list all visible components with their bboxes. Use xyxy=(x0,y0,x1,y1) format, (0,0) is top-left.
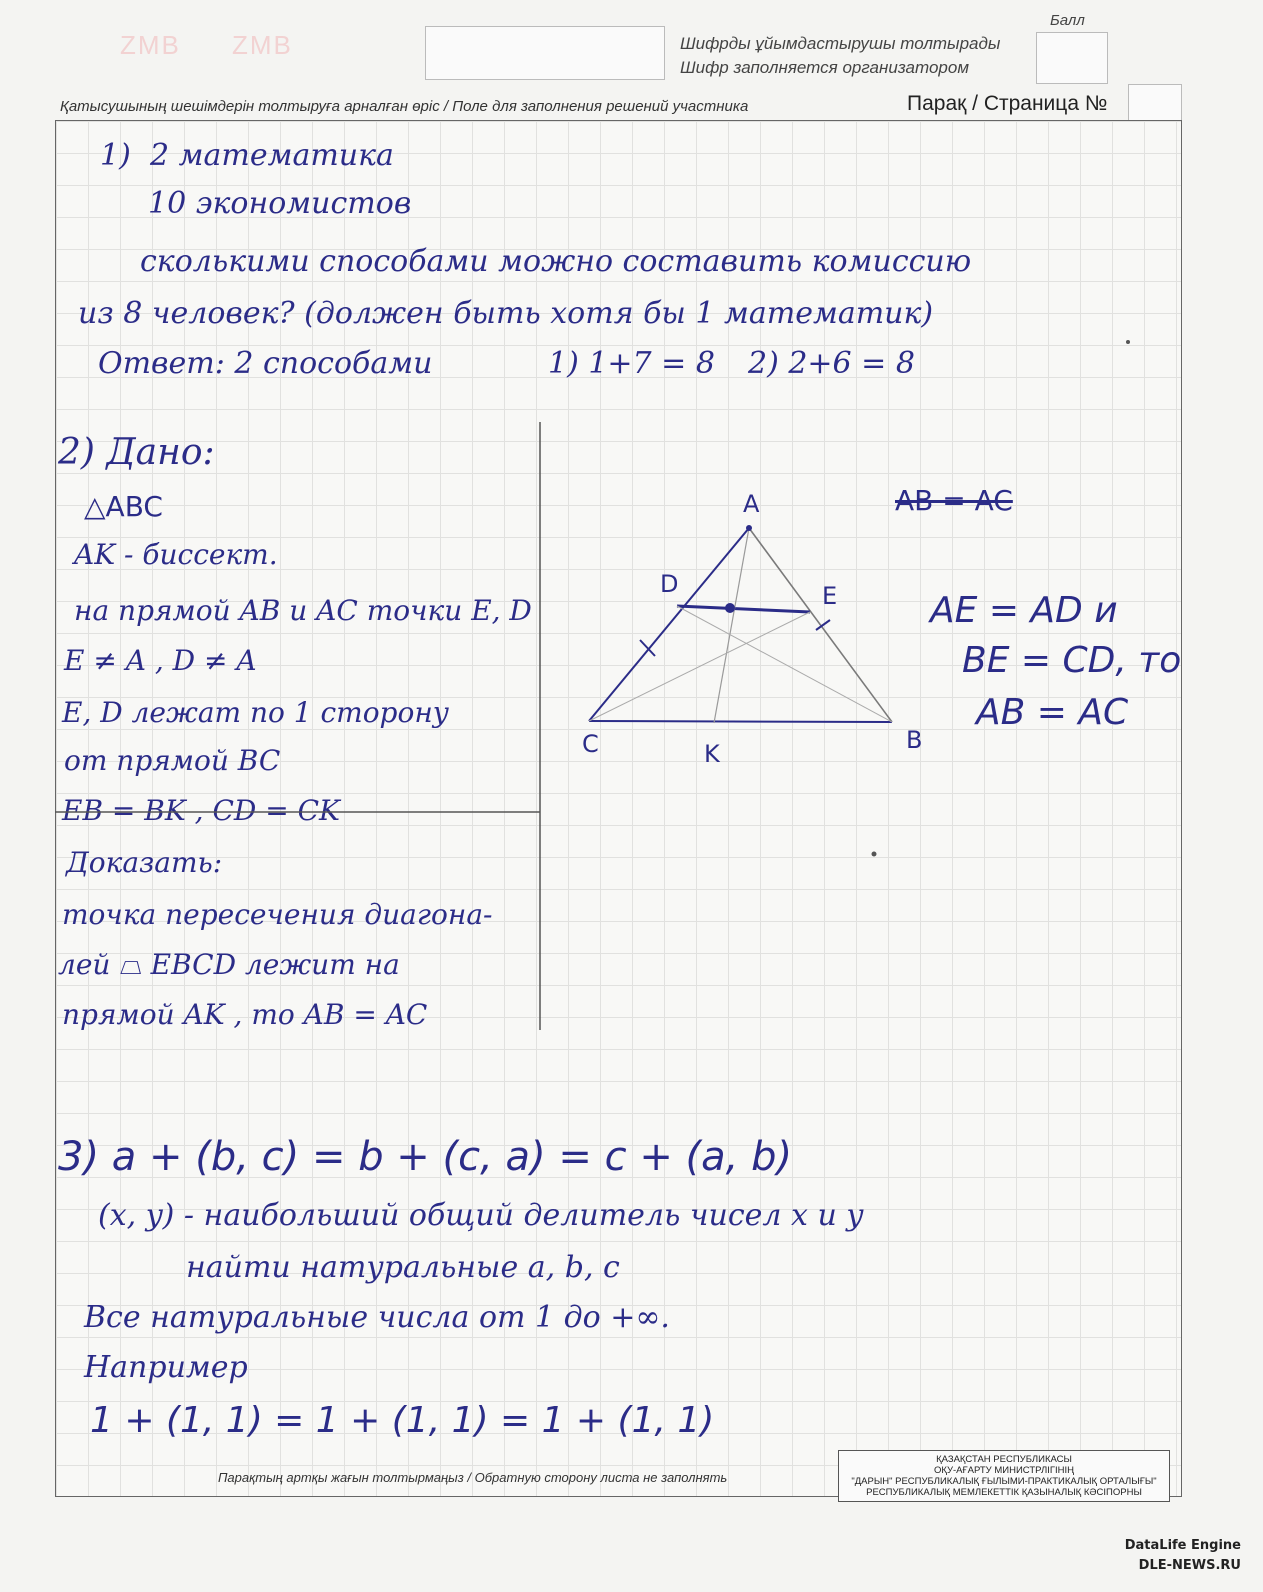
given-item: E ≠ A , D ≠ A xyxy=(64,644,257,677)
page-number-label: Парақ / Страница № xyxy=(907,92,1108,115)
problem1-line3: сколькими способами можно составить комиссию xyxy=(140,244,972,279)
problem3-definition: (x, y) - наибольший общий делитель чисел x и y xyxy=(98,1198,864,1233)
prove-item: лей ⏢ EBCD лежит на xyxy=(58,948,400,981)
vertex-label-D: D xyxy=(660,570,679,598)
diagonal-DB xyxy=(677,606,892,722)
conclusion-line: BE = CD, то xyxy=(962,640,1182,681)
tick-mark xyxy=(640,640,655,656)
org-line: РЕСПУБЛИКАЛЫҚ МЕМЛЕКЕТТІК ҚАЗЫНАЛЫҚ КӘСІПОРНЫ xyxy=(866,1487,1142,1498)
conclusion-line: AB = AC xyxy=(976,692,1129,733)
org-line: ОҚУ-АҒАРТУ МИНИСТРЛІГІНІҢ xyxy=(934,1465,1074,1476)
problem1-answer: Ответ: 2 способами xyxy=(98,346,433,381)
problem3-example-title: Например xyxy=(84,1350,248,1385)
organization-stamp xyxy=(838,1450,1170,1502)
faint-stamp-mark: ZMB xyxy=(232,30,293,60)
vertex-label-C: C xyxy=(582,730,599,758)
conclusion-line: AE = AD и xyxy=(930,590,1118,631)
problem3-task: найти натуральные a, b, c xyxy=(186,1250,620,1285)
prove-item: точка пересечения диагона- xyxy=(62,898,493,931)
cipher-note-ru: Шифр заполняется организатором xyxy=(680,58,969,77)
watermark-line1: DataLife Engine xyxy=(1124,1538,1241,1553)
prove-item: прямой AK , то AB = AC xyxy=(62,998,428,1031)
diagonal-intersection-point xyxy=(725,603,735,613)
side-AB xyxy=(749,528,892,722)
faint-stamp-mark: ZMB xyxy=(120,30,181,60)
given-item: E, D лежат по 1 сторону xyxy=(62,696,450,729)
given-item: на прямой AB и AC точки E, D xyxy=(74,594,532,627)
problem1-case1: 1) 1+7 = 8 xyxy=(548,346,715,381)
problem3-equation: 3) a + (b, c) = b + (c, a) = c + (a, b) xyxy=(58,1134,793,1180)
struck-out-equation: AB = AC xyxy=(895,484,1013,517)
vertex-label-A: A xyxy=(743,490,760,518)
vertex-label-K: K xyxy=(704,740,720,768)
org-line: "ДАРЫН" РЕСПУБЛИКАЛЫҚ ҒЫЛЫМИ-ПРАКТИКАЛЫҚ ОРТАЛЫҒЫ" xyxy=(851,1476,1157,1487)
cipher-note-kz: Шифрды ұйымдастырушы толтырады xyxy=(680,34,1001,53)
ink-speck xyxy=(1126,340,1130,344)
back-side-note: Парақтың артқы жағын толтырмаңыз / Обратную сторону листа не заполнять xyxy=(218,1470,728,1485)
problem1-line2: 10 экономистов xyxy=(148,186,412,221)
watermark-line2: DLE-NEWS.RU xyxy=(1138,1558,1241,1573)
problem1-line1: 2 математика xyxy=(150,138,394,173)
vertex-label-E: E xyxy=(822,582,838,610)
given-item: △ABC xyxy=(84,490,163,523)
score-label: Балл xyxy=(1050,12,1085,29)
problem2-prove-title: Доказать: xyxy=(66,846,223,879)
side-AC xyxy=(589,528,749,721)
problem2-given-title: 2) Дано: xyxy=(58,432,215,473)
answer-field-label: Қатысушының шешімдерін толтыруға арналған өріс / Поле для заполнения решений участника xyxy=(60,98,749,115)
ink-speck xyxy=(872,852,877,857)
problem3-answer: Все натуральные числа от 1 до +∞. xyxy=(84,1300,670,1335)
bisector-AK xyxy=(714,528,749,723)
side-CB xyxy=(589,721,892,722)
diagonal-EC xyxy=(589,612,810,721)
vertex-A-point xyxy=(746,525,752,531)
problem1-line4: из 8 человек? (должен быть хотя бы 1 математик) xyxy=(78,296,934,331)
given-item: EB = BK , CD = CK xyxy=(62,794,340,827)
segment-DE xyxy=(677,606,810,612)
problem1-case2: 2) 2+6 = 8 xyxy=(748,346,915,381)
given-item: AK - биссект. xyxy=(74,538,278,571)
given-item: от прямой BC xyxy=(64,744,281,777)
problem1-number: 1) xyxy=(100,138,131,173)
org-line: ҚАЗАҚСТАН РЕСПУБЛИКАСЫ xyxy=(936,1454,1072,1465)
vertex-label-B: B xyxy=(906,726,923,754)
problem3-example: 1 + (1, 1) = 1 + (1, 1) = 1 + (1, 1) xyxy=(90,1400,715,1441)
